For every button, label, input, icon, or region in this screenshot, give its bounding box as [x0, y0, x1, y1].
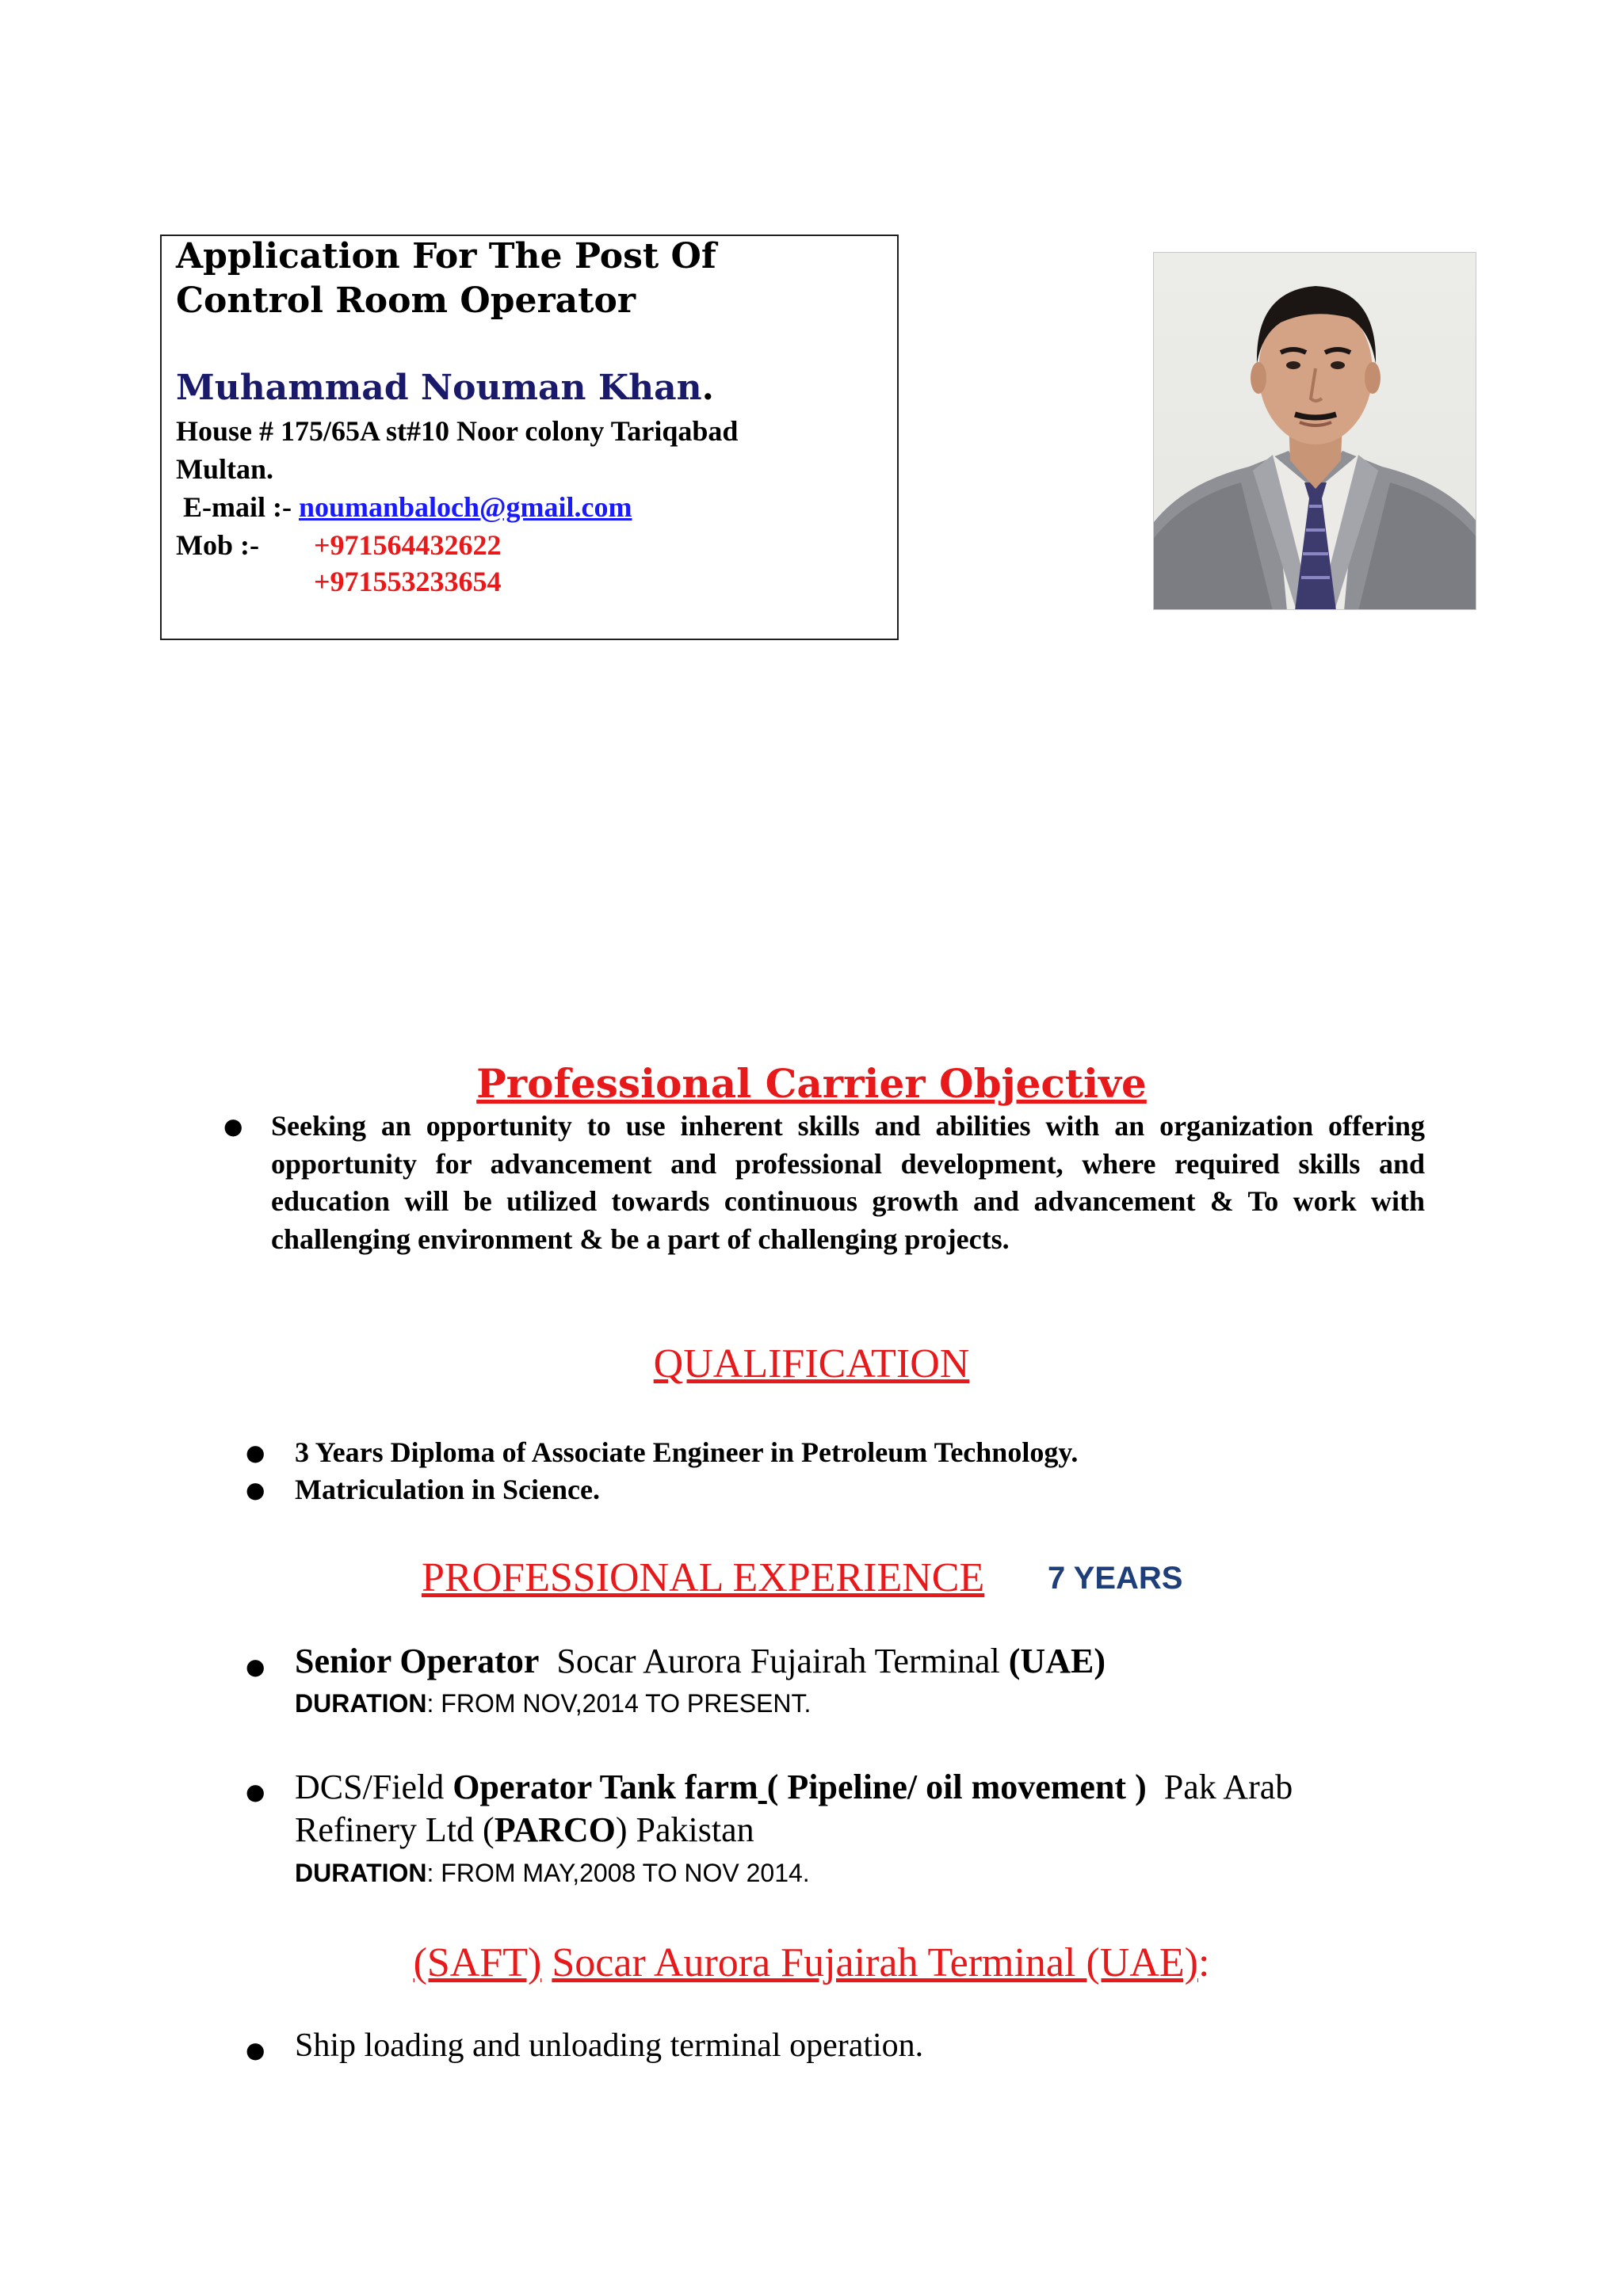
qualification-item-1: 3 Years Diploma of Associate Engineer in Petroleum Technology.	[295, 1436, 1079, 1468]
experience-years: 7 YEARS	[1048, 1561, 1183, 1596]
job2-line-1	[295, 1766, 1293, 1809]
email-row	[176, 488, 738, 526]
address-block	[176, 412, 738, 526]
mobile-number-2: +971553233654	[314, 566, 502, 597]
job2-company-a: Pak Arab	[1163, 1768, 1293, 1806]
job1-company: Socar Aurora Fujairah Terminal	[556, 1642, 1000, 1680]
address-line-2: Multan.	[176, 453, 274, 485]
job1-country: (UAE)	[1008, 1642, 1106, 1680]
address-line-1: House # 175/65A st#10 Noor colony Tariqabad	[176, 415, 739, 447]
job1-line	[295, 1640, 1106, 1683]
applicant-name	[176, 366, 714, 410]
qualification-heading: QUALIFICATION	[653, 1341, 970, 1386]
job2-company-b: Refinery Ltd (	[295, 1810, 495, 1849]
job2-duration-value: : FROM MAY,2008 TO NOV 2014.	[426, 1859, 810, 1887]
job1-duration-value: : FROM NOV,2014 TO PRESENT.	[426, 1689, 812, 1718]
application-line-2: Control Room Operator	[176, 280, 636, 321]
qualification-bullet-icon-2: ●	[246, 1477, 265, 1503]
mobile-label: Mob :-	[176, 529, 259, 561]
saft-heading	[0, 1938, 1623, 1989]
objective-heading: Professional Carrier Objective	[476, 1060, 1147, 1107]
job1-duration-label: DURATION	[295, 1689, 427, 1718]
mobile-number-1: +971564432622	[314, 529, 502, 561]
job2-company-c: ) Pakistan	[615, 1810, 754, 1849]
job2-duration	[295, 1857, 810, 1889]
saft-item-1: Ship loading and unloading terminal operation.	[295, 2027, 924, 2064]
application-line-1: Application For The Post Of	[176, 236, 716, 277]
job2-company-bold: PARCO	[494, 1810, 616, 1849]
saft-heading-abbr: (SAFT)	[413, 1940, 542, 1985]
email-link[interactable]: noumanbaloch@gmail.com	[298, 491, 632, 523]
job2-line-2	[295, 1809, 754, 1852]
applicant-name-dot: .	[701, 368, 714, 408]
objective-text: Seeking an opportunity to use inherent skills and abilities with an organization offering opportunity for advancement and professional development, where required skills and education will be utilized towards continuous growth and advancement & To work with challenging environment & be a part of challenging projects.	[271, 1110, 1425, 1255]
job2-detail: ( Pipeline/ oil movement )	[766, 1768, 1147, 1806]
job1-bullet-icon: ●	[246, 1653, 265, 1680]
email-label: E-mail :-	[176, 491, 299, 523]
application-title	[176, 235, 716, 323]
job2-underscore	[758, 1768, 767, 1806]
applicant-name-text: Muhammad Nouman Khan	[176, 368, 702, 408]
saft-bullet-icon-1: ●	[246, 2037, 265, 2063]
experience-heading: PROFESSIONAL EXPERIENCE	[422, 1555, 985, 1600]
qualification-bullet-icon-1: ●	[246, 1440, 265, 1466]
saft-heading-name: Socar Aurora Fujairah Terminal (UAE)	[552, 1940, 1198, 1985]
profile-photo	[1153, 252, 1476, 610]
qualification-item-2: Matriculation in Science.	[295, 1474, 600, 1505]
job2-bullet-icon: ●	[246, 1779, 265, 1805]
job2-title: Operator Tank farm	[453, 1768, 758, 1806]
job2-prefix: DCS/Field	[295, 1768, 445, 1806]
job2-duration-label: DURATION	[295, 1859, 427, 1887]
saft-heading-colon: :	[1197, 1940, 1210, 1985]
portrait-illustration	[1154, 253, 1476, 610]
job1-duration	[295, 1688, 811, 1719]
objective-bullet-icon: ●	[223, 1113, 243, 1139]
job1-title: Senior Operator	[295, 1642, 540, 1680]
